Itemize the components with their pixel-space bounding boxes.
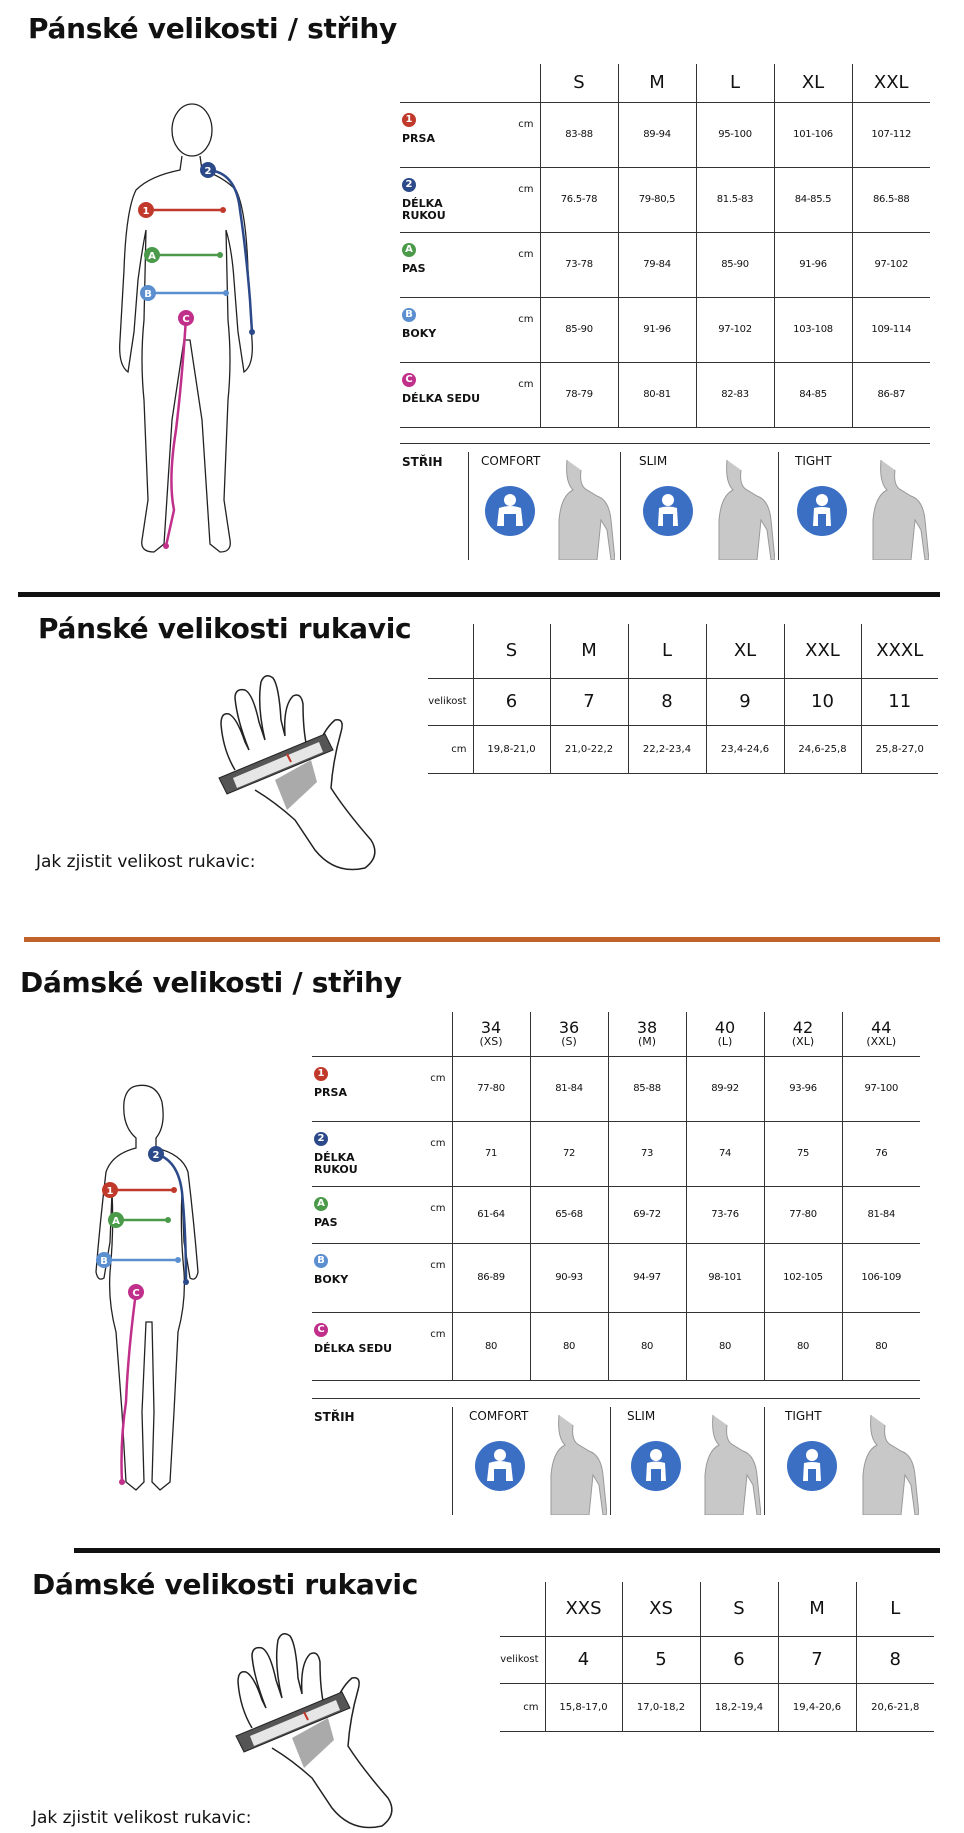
table-cell: 8	[856, 1636, 934, 1683]
women-fit-divider	[312, 1398, 920, 1399]
svg-text:C: C	[132, 1288, 140, 1299]
table-cell: 23,4-24,6	[706, 725, 784, 773]
table-cell: 65-68	[530, 1186, 608, 1243]
size-letter: (XL)	[791, 1035, 815, 1049]
table-cell: 76	[842, 1121, 920, 1186]
measure-badge: A	[402, 243, 416, 257]
table-cell: 17,0-18,2	[622, 1683, 700, 1731]
men-size-header: XL	[774, 64, 852, 102]
torso-silhouette-icon	[717, 460, 775, 560]
unit-label: cm	[518, 378, 534, 390]
fit-option-label: TIGHT	[785, 1409, 822, 1423]
size-number: 44	[871, 1018, 892, 1038]
glove-cm-label: cm	[428, 725, 473, 773]
unit-label: cm	[430, 1328, 446, 1340]
fit-option-label: SLIM	[627, 1409, 656, 1423]
men-gloves-table	[428, 624, 938, 774]
torso-silhouette-icon	[549, 1415, 607, 1515]
torso-silhouette-icon	[703, 1415, 761, 1515]
torso-silhouette-icon	[557, 460, 615, 560]
men-size-header: S	[540, 64, 618, 102]
fit-option-label: COMFORT	[469, 1409, 529, 1423]
table-cell: 22,2-23,4	[628, 725, 706, 773]
svg-text:2: 2	[204, 166, 212, 177]
men-section-title: Pánské velikosti / střihy	[28, 12, 397, 45]
table-cell: 77-80	[764, 1186, 842, 1243]
table-cell: 86-87	[852, 362, 930, 427]
glove-size-header: L	[628, 624, 706, 678]
measure-name: DÉLKA RUKOU	[402, 196, 446, 222]
table-cell: 73-78	[540, 232, 618, 297]
measure-name: DÉLKA SEDU	[314, 1341, 393, 1355]
table-cell: 78-79	[540, 362, 618, 427]
measure-badge: C	[314, 1323, 328, 1337]
table-cell: 19,8-21,0	[473, 725, 550, 773]
fit-option-label: COMFORT	[481, 454, 541, 468]
fit-option-tight	[778, 452, 931, 560]
unit-label: cm	[430, 1259, 446, 1271]
table-cell: 80	[686, 1312, 764, 1380]
table-row	[312, 1312, 920, 1380]
size-letter: (M)	[637, 1035, 657, 1049]
table-cell: 101-106	[774, 102, 852, 167]
size-number: 40	[714, 1018, 736, 1038]
men-fit-divider	[400, 443, 930, 444]
unit-label: cm	[518, 313, 534, 325]
table-cell: 71	[452, 1121, 530, 1186]
glove-size-header: L	[856, 1582, 934, 1636]
fit-comfort-icon	[485, 486, 535, 536]
unit-label: cm	[518, 183, 534, 195]
men-size-header: XXL	[852, 64, 930, 102]
table-row	[400, 232, 930, 297]
table-cell: 8	[628, 678, 706, 725]
size-letter: (S)	[561, 1035, 577, 1049]
measure-name: BOKY	[314, 1272, 349, 1286]
men-fit-label: STŘIH	[402, 455, 443, 469]
glove-hand-illustration	[215, 670, 395, 875]
svg-text:2: 2	[152, 1150, 160, 1161]
fit-option-label: TIGHT	[795, 454, 832, 468]
table-row	[428, 678, 938, 725]
table-cell: 79-80,5	[618, 167, 696, 232]
table-cell: 85-90	[540, 297, 618, 362]
table-cell: 89-94	[618, 102, 696, 167]
table-cell: 86.5-88	[852, 167, 930, 232]
fit-option-label: SLIM	[639, 454, 668, 468]
table-cell: 85-88	[608, 1056, 686, 1121]
svg-text:B: B	[144, 289, 152, 300]
table-row	[400, 362, 930, 427]
women-size-header	[530, 1012, 608, 1056]
fit-option-comfort	[468, 452, 619, 560]
torso-silhouette-icon	[861, 1415, 919, 1515]
unit-label: cm	[430, 1137, 446, 1149]
table-cell: 85-90	[696, 232, 774, 297]
glove-size-header: M	[550, 624, 628, 678]
table-cell: 15,8-17,0	[545, 1683, 622, 1731]
men-gloves-title: Pánské velikosti rukavic	[38, 612, 412, 645]
women-size-table	[312, 1012, 920, 1381]
glove-size-header: XL	[706, 624, 784, 678]
table-row	[312, 1243, 920, 1312]
fit-slim-icon	[643, 486, 693, 536]
svg-text:C: C	[182, 314, 190, 325]
table-cell: 10	[784, 678, 861, 725]
table-cell: 4	[545, 1636, 622, 1683]
unit-label: cm	[518, 118, 534, 130]
table-cell: 6	[700, 1636, 778, 1683]
section-divider-orange	[24, 937, 940, 942]
measure-badge: B	[314, 1254, 328, 1268]
table-cell: 91-96	[618, 297, 696, 362]
female-measure-lines	[86, 1082, 216, 1512]
table-cell: 5	[622, 1636, 700, 1683]
table-cell: 91-96	[774, 232, 852, 297]
table-cell: 89-92	[686, 1056, 764, 1121]
table-row	[312, 1186, 920, 1243]
measure-name: BOKY	[402, 326, 437, 340]
men-size-table	[400, 64, 930, 428]
women-section-title: Dámské velikosti / střihy	[20, 966, 402, 999]
table-cell: 81-84	[530, 1056, 608, 1121]
fit-option-tight	[764, 1407, 921, 1515]
women-size-header	[452, 1012, 530, 1056]
table-cell: 84-85.5	[774, 167, 852, 232]
table-cell: 77-80	[452, 1056, 530, 1121]
measure-badge: B	[402, 308, 416, 322]
table-cell: 11	[861, 678, 938, 725]
men-size-header: L	[696, 64, 774, 102]
table-cell: 73	[608, 1121, 686, 1186]
svg-text:B: B	[100, 1256, 108, 1267]
women-gloves-note: Jak zjistit velikost rukavic:	[32, 1808, 252, 1828]
glove-size-header: XXXL	[861, 624, 938, 678]
glove-size-header: S	[473, 624, 550, 678]
measure-badge: A	[314, 1197, 328, 1211]
women-gloves-title: Dámské velikosti rukavic	[32, 1568, 419, 1601]
male-measure-lines	[110, 100, 280, 565]
table-cell: 75	[764, 1121, 842, 1186]
size-number: 36	[558, 1018, 580, 1038]
fit-option-comfort	[452, 1407, 609, 1515]
table-row	[312, 1121, 920, 1186]
size-number: 38	[636, 1018, 658, 1038]
women-fit-label: STŘIH	[314, 1410, 355, 1424]
svg-text:1: 1	[142, 206, 150, 217]
table-cell: 80	[842, 1312, 920, 1380]
table-cell: 9	[706, 678, 784, 725]
measure-badge: 2	[402, 178, 416, 192]
table-cell: 83-88	[540, 102, 618, 167]
table-row	[400, 297, 930, 362]
table-cell: 25,8-27,0	[861, 725, 938, 773]
table-cell: 107-112	[852, 102, 930, 167]
glove-size-header: S	[700, 1582, 778, 1636]
fit-tight-icon	[787, 1441, 837, 1491]
men-size-header: M	[618, 64, 696, 102]
table-row	[500, 1636, 934, 1683]
table-cell: 18,2-19,4	[700, 1683, 778, 1731]
svg-text:A: A	[112, 1216, 120, 1227]
women-size-header	[686, 1012, 764, 1056]
size-letter: (L)	[717, 1035, 733, 1049]
glove-cm-label: cm	[500, 1683, 545, 1731]
glove-size-label: velikost	[428, 678, 473, 725]
table-cell: 103-108	[774, 297, 852, 362]
men-gloves-note: Jak zjistit velikost rukavic:	[36, 852, 256, 872]
glove-size-header: M	[778, 1582, 856, 1636]
measure-name: PRSA	[314, 1085, 347, 1099]
table-cell: 80	[608, 1312, 686, 1380]
size-letter: (XS)	[479, 1035, 503, 1049]
table-cell: 76.5-78	[540, 167, 618, 232]
size-number: 42	[792, 1018, 814, 1038]
table-cell: 80	[764, 1312, 842, 1380]
fit-option-slim	[610, 1407, 763, 1515]
table-row	[500, 1683, 934, 1731]
table-cell: 20,6-21,8	[856, 1683, 934, 1731]
glove-hand-illustration	[232, 1628, 412, 1833]
measure-name: PAS	[402, 261, 426, 275]
women-gloves-table	[500, 1582, 934, 1732]
table-row	[400, 167, 930, 232]
women-size-header	[764, 1012, 842, 1056]
unit-label: cm	[430, 1072, 446, 1084]
table-cell: 7	[550, 678, 628, 725]
table-cell: 61-64	[452, 1186, 530, 1243]
measure-name: PRSA	[402, 131, 435, 145]
table-cell: 24,6-25,8	[784, 725, 861, 773]
table-cell: 69-72	[608, 1186, 686, 1243]
size-letter: (XXL)	[866, 1035, 897, 1049]
table-cell: 73-76	[686, 1186, 764, 1243]
measure-badge: C	[402, 373, 416, 387]
svg-text:A: A	[148, 251, 156, 262]
table-cell: 72	[530, 1121, 608, 1186]
measure-name: PAS	[314, 1215, 338, 1229]
glove-size-header: XS	[622, 1582, 700, 1636]
table-cell: 74	[686, 1121, 764, 1186]
unit-label: cm	[430, 1202, 446, 1214]
table-cell: 82-83	[696, 362, 774, 427]
table-cell: 102-105	[764, 1243, 842, 1312]
torso-silhouette-icon	[871, 460, 929, 560]
fit-slim-icon	[631, 1441, 681, 1491]
table-cell: 81-84	[842, 1186, 920, 1243]
table-cell: 86-89	[452, 1243, 530, 1312]
women-size-header	[842, 1012, 920, 1056]
fit-tight-icon	[797, 486, 847, 536]
table-cell: 7	[778, 1636, 856, 1683]
svg-text:1: 1	[106, 1186, 114, 1197]
measure-name: DÉLKA RUKOU	[314, 1150, 358, 1176]
size-number: 34	[480, 1018, 502, 1038]
glove-size-label: velikost	[500, 1636, 545, 1683]
table-cell: 94-97	[608, 1243, 686, 1312]
table-cell: 90-93	[530, 1243, 608, 1312]
women-size-header	[608, 1012, 686, 1056]
table-cell: 98-101	[686, 1243, 764, 1312]
glove-size-header: XXL	[784, 624, 861, 678]
table-cell: 95-100	[696, 102, 774, 167]
fit-option-slim	[620, 452, 777, 560]
table-cell: 19,4-20,6	[778, 1683, 856, 1731]
fit-comfort-icon	[475, 1441, 525, 1491]
table-cell: 109-114	[852, 297, 930, 362]
unit-label: cm	[518, 248, 534, 260]
table-cell: 80-81	[618, 362, 696, 427]
table-cell: 80	[530, 1312, 608, 1380]
measure-badge: 1	[402, 113, 416, 127]
glove-size-header: XXS	[545, 1582, 622, 1636]
table-cell: 6	[473, 678, 550, 725]
table-cell: 84-85	[774, 362, 852, 427]
table-cell: 93-96	[764, 1056, 842, 1121]
measure-badge: 1	[314, 1067, 328, 1081]
section-divider	[18, 592, 940, 597]
measure-name: DÉLKA SEDU	[402, 391, 481, 405]
table-cell: 97-102	[696, 297, 774, 362]
table-cell: 80	[452, 1312, 530, 1380]
measure-badge: 2	[314, 1132, 328, 1146]
table-cell: 106-109	[842, 1243, 920, 1312]
table-cell: 97-102	[852, 232, 930, 297]
table-row	[400, 102, 930, 167]
table-cell: 21,0-22,2	[550, 725, 628, 773]
table-row	[428, 725, 938, 773]
table-row	[312, 1056, 920, 1121]
table-cell: 79-84	[618, 232, 696, 297]
table-cell: 81.5-83	[696, 167, 774, 232]
table-cell: 97-100	[842, 1056, 920, 1121]
section-divider	[74, 1548, 940, 1553]
